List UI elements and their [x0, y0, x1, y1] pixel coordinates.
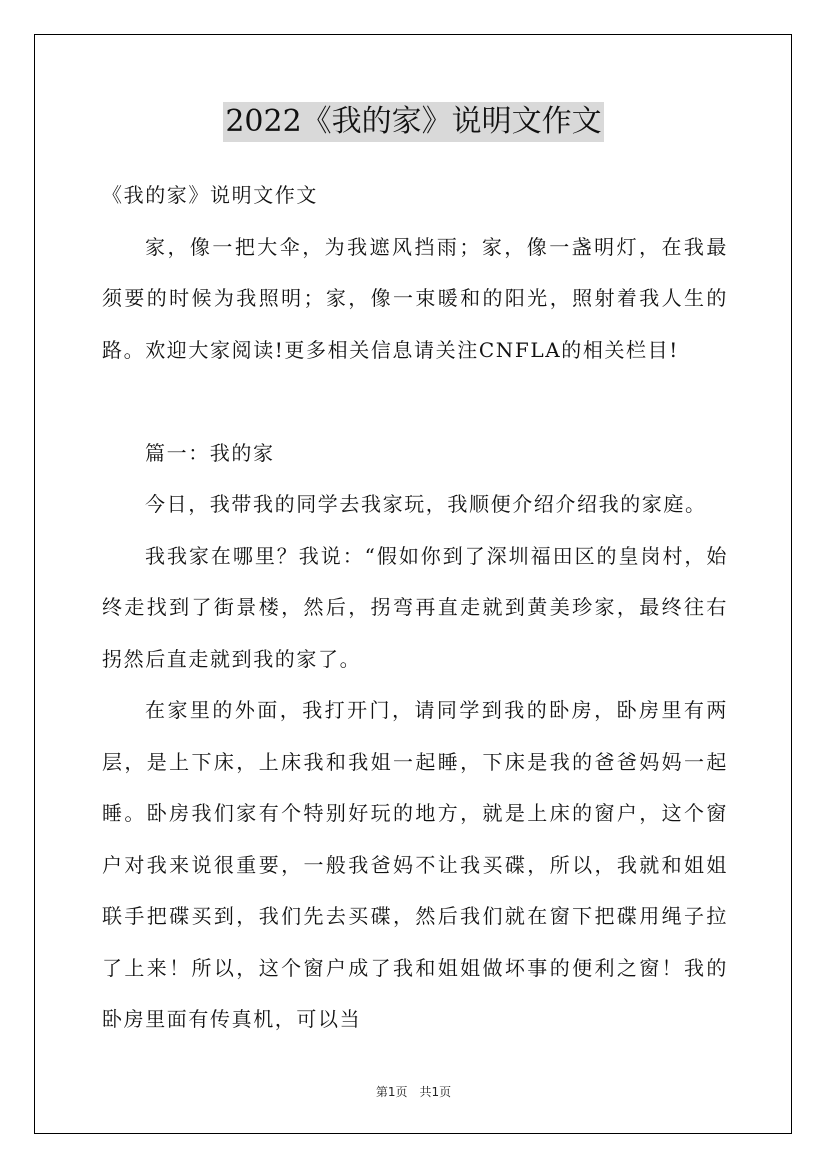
page-footer: 第1页 共1页: [375, 1085, 452, 1099]
title-container: [0, 102, 827, 142]
document-title: 2022《我的家》说明文作文: [223, 102, 603, 142]
document-body: [102, 170, 728, 1046]
intro-paragraph: 家，像一把大伞，为我遮风挡雨；家，像一盏明灯，在我最须要的时候为我照明；家，像一束暖和的阳光，照射着我人生的路。欢迎大家阅读!更多相关信息请关注CNFLA的相关栏目!: [102, 234, 728, 362]
blank-line: [102, 376, 728, 428]
section-heading: 篇一：我的家: [145, 440, 275, 465]
body-paragraph: 我我家在哪里？我说：“假如你到了深圳福田区的皇岗村，始终走找到了街景楼，然后，拐弯再直走就到黄美珍家，最终往右拐然后直走就到我的家了。: [102, 543, 728, 671]
body-paragraph: 今日，我带我的同学去我家玩，我顺便介绍介绍我的家庭。: [145, 492, 707, 516]
body-paragraph: 在家里的外面，我打开门，请同学到我的卧房，卧房里有两层，是上下床，上床我和我姐一起睡，下床是我的爸爸妈妈一起睡。卧房我们家有个特别好玩的地方，就是上床的窗户，这个窗户对我来说很重要，一般我爸妈不让我买碟，所以，我就和姐姐联手把碟买到，我们先去买碟，然后我们就在窗下把碟用绳子拉了上来！所以，这个窗户成了我和姐姐做坏事的便利之窗！我的卧房里面有传真机，可以当: [102, 698, 728, 1031]
document-subtitle: 《我的家》说明文作文: [102, 183, 318, 207]
